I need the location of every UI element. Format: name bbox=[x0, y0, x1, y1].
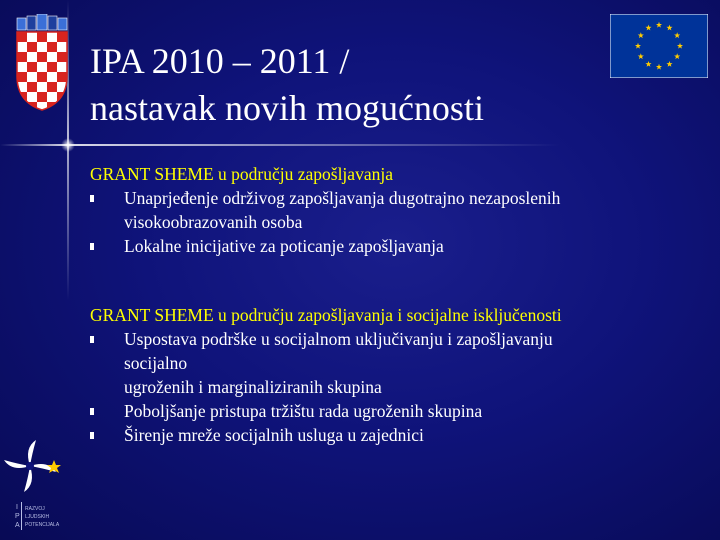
list-item-text: Uspostava podrške u socijalnom uključivanju i zapošljavanju bbox=[124, 329, 553, 349]
list-item-text: Lokalne inicijative za poticanje zapošljavanja bbox=[124, 236, 444, 256]
list-item bbox=[90, 399, 710, 423]
slide-title bbox=[90, 38, 484, 132]
ipa-logo-text: LJUDSKIH bbox=[25, 514, 50, 520]
bullet-icon bbox=[90, 432, 94, 439]
ipa-logo-icon bbox=[4, 432, 68, 532]
croatian-coat-of-arms-icon bbox=[14, 14, 70, 114]
eu-flag-icon bbox=[610, 14, 708, 78]
slide-content bbox=[90, 162, 710, 447]
title-line-1: IPA 2010 – 2011 / bbox=[90, 41, 350, 81]
list-item-continuation: ugroženih i marginaliziranih skupina bbox=[124, 377, 382, 397]
bullet-icon bbox=[90, 336, 94, 343]
ipa-logo-text: RAZVOJ bbox=[25, 506, 45, 512]
ipa-letter: I bbox=[16, 504, 18, 511]
list-item-continuation: visokoobrazovanih osoba bbox=[124, 212, 303, 232]
list-item bbox=[90, 327, 710, 351]
ipa-logo-text: POTENCIJALA bbox=[25, 522, 60, 528]
bullet-icon bbox=[90, 243, 94, 250]
list-item-text: Poboljšanje pristupa tržištu rada ugroženih skupina bbox=[124, 401, 483, 421]
list-item-text: Unaprjeđenje održivog zapošljavanja dugotrajno nezaposlenih bbox=[124, 188, 561, 208]
ipa-letter: P bbox=[15, 513, 20, 520]
list-item-continuation: socijalno bbox=[124, 353, 188, 373]
bullet-icon bbox=[90, 195, 94, 202]
decorative-sparkle bbox=[61, 138, 75, 152]
title-line-2: nastavak novih mogućnosti bbox=[90, 88, 484, 128]
bullet-icon bbox=[90, 408, 94, 415]
decorative-horizontal-line bbox=[0, 144, 560, 146]
section2-heading: GRANT SHEME u području zapošljavanja i socijalne isključenosti bbox=[90, 305, 562, 325]
ipa-letter: A bbox=[15, 522, 20, 529]
list-item bbox=[90, 423, 710, 447]
list-item bbox=[90, 186, 710, 210]
list-item-text: Širenje mreže socijalnih usluga u zajednici bbox=[124, 425, 424, 445]
section1-heading: GRANT SHEME u području zapošljavanja bbox=[90, 164, 393, 184]
list-item bbox=[90, 234, 710, 258]
